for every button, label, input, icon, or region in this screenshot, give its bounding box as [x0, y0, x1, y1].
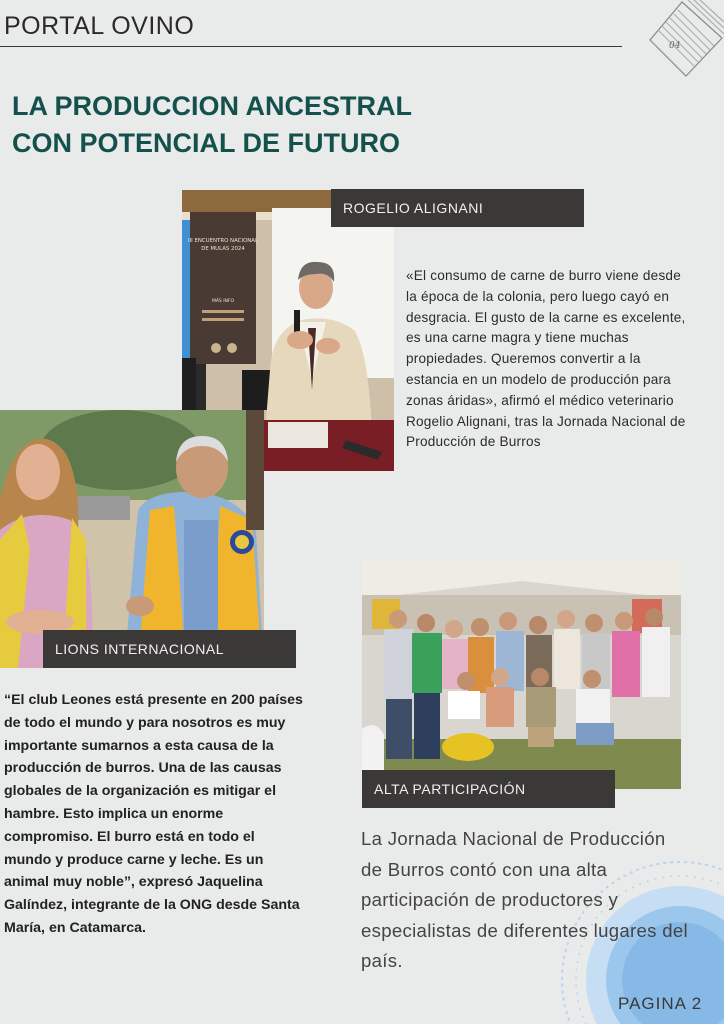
- publication-brand: PORTAL OVINO: [4, 12, 195, 40]
- tag-lions: LIONS INTERNACIONAL: [43, 630, 296, 668]
- tag-rogelio: ROGELIO ALIGNANI: [331, 189, 584, 227]
- participation-text: La Jornada Nacional de Producción de Burros contó con una alta participación de productores y especialistas de diferentes lugares del país.: [361, 828, 688, 971]
- page-label: PAGINA 2: [618, 994, 703, 1013]
- title-line-2: CON POTENCIAL DE FUTURO: [12, 128, 401, 158]
- article-title: [12, 88, 572, 162]
- page-number: 04: [669, 41, 681, 51]
- banner-line-1: III ENCUENTRO NACIONAL: [187, 238, 259, 244]
- banner-line-2: DE MULAS 2024: [201, 246, 245, 252]
- tag-alta-participacion: ALTA PARTICIPACIÓN: [362, 770, 615, 808]
- group-photo: [362, 559, 681, 789]
- quote-alignani: «El consumo de carne de burro viene desde la época de la colonia, pero luego cayó en desgracia. El gusto de la carne es excelente, es una carne magra y tiene muchas propiedades. Queremos convertir a la estancia en un modelo de producción para zonas áridas», afirmó el médico veterinario Rogelio Alignani, tras la Jornada Nacional de Producción de Burros: [406, 268, 686, 450]
- header-rule: [0, 46, 622, 47]
- corner-decoration: [648, 0, 724, 78]
- title-line-1: LA PRODUCCION ANCESTRAL: [12, 91, 412, 121]
- quote-galindez: “El club Leones está presente en 200 países de todo el mundo y para nosotros es muy importante sumarnos a esta causa de la producción de burros. Una de las causas globales de la organización es mitigar el hambre. Esto implica un enorme compromiso. El burro está en todo el mundo y produce carne y leche. Es un animal muy noble”, expresó Jaquelina Galíndez, integrante de la ONG desde Santa María, en Catamarca.: [4, 692, 303, 936]
- banner-small: MÁS INFO: [211, 299, 235, 304]
